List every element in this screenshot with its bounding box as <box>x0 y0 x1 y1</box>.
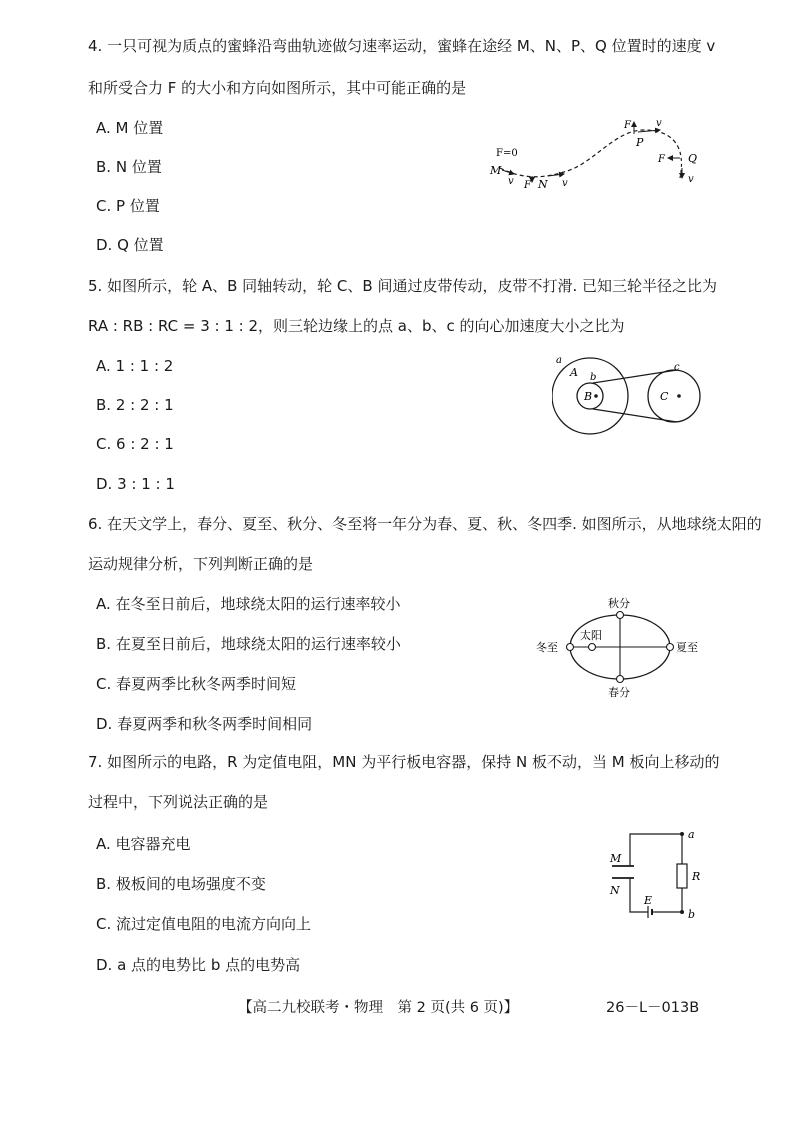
q4-bee-trajectory-figure <box>484 112 704 192</box>
q4-option-c: C. P 位置 <box>96 197 160 215</box>
q4-label-fn: F <box>524 180 531 191</box>
q4-label-vm: v <box>508 176 514 187</box>
q7-label-m: M <box>610 852 622 865</box>
q6-label-autumn: 秋分 <box>608 597 630 610</box>
q7-label-e: E <box>644 894 653 907</box>
q4-stem-line2: 和所受合力 F 的大小和方向如图所示，其中可能正确的是 <box>88 79 467 97</box>
q5-stem-line2: RA : RB : RC = 3 : 1 : 2，则三轮边缘上的点 a、b、c 的向心加速度大小之比为 <box>88 317 625 335</box>
page-footer-title: 【高二九校联考・物理 第 2 页(共 6 页)】 <box>238 1000 519 1016</box>
q5-label-a-wheel: A <box>570 366 578 379</box>
q5-label-c-point: c <box>674 362 680 373</box>
q5-option-a: A. 1 : 1 : 2 <box>96 357 174 375</box>
q4-option-b: B. N 位置 <box>96 158 162 176</box>
q7-circuit-figure <box>604 826 708 922</box>
q7-label-n: N <box>610 884 620 897</box>
q6-option-d: D. 春夏两季和秋冬两季时间相同 <box>96 715 313 733</box>
q4-label-f0: F=0 <box>496 148 518 159</box>
q5-label-a-point: a <box>556 355 562 366</box>
q4-label-fp: F <box>624 120 631 131</box>
q4-label-m: M <box>490 164 502 177</box>
q7-label-a: a <box>688 828 695 841</box>
q6-stem-line1: 6. 在天文学上，春分、夏至、秋分、冬至将一年分为春、夏、秋、冬四季. 如图所示，从地球绕太阳的 <box>88 515 762 533</box>
q7-option-a: A. 电容器充电 <box>96 835 191 853</box>
q6-earth-orbit-figure <box>532 592 710 702</box>
q5-belt-wheels-figure <box>552 352 712 442</box>
q7-option-c: C. 流过定值电阻的电流方向向上 <box>96 915 312 933</box>
q4-label-vn: v <box>562 178 568 189</box>
q4-label-vp: v <box>656 118 662 129</box>
q6-option-b: B. 在夏至日前后，地球绕太阳的运行速率较小 <box>96 635 401 653</box>
page-footer-code: 26－L－013B <box>606 1000 700 1016</box>
q5-option-b: B. 2 : 2 : 1 <box>96 396 174 414</box>
q6-option-a: A. 在冬至日前后，地球绕太阳的运行速率较小 <box>96 595 401 613</box>
wheel-c <box>648 370 700 422</box>
trajectory-curve <box>500 130 680 177</box>
q7-stem-line1: 7. 如图所示的电路，R 为定值电阻，MN 为平行板电容器，保持 N 板不动，当 M 板向上移动的 <box>88 753 720 771</box>
q7-label-b: b <box>688 908 696 921</box>
q6-label-summer: 夏至 <box>676 641 698 654</box>
q4-label-n: N <box>538 178 548 191</box>
q4-label-q: Q <box>688 152 698 165</box>
q7-option-b: B. 极板间的电场强度不变 <box>96 875 266 893</box>
q4-label-vq: v <box>688 174 694 185</box>
resistor-r <box>677 864 687 888</box>
q5-option-d: D. 3 : 1 : 1 <box>96 475 175 493</box>
q7-option-d: D. a 点的电势比 b 点的电势高 <box>96 956 301 974</box>
q6-label-winter: 冬至 <box>536 641 558 654</box>
q6-option-c: C. 春夏两季比秋冬两季时间短 <box>96 675 297 693</box>
autumn-equinox-marker <box>617 612 624 619</box>
wire-top <box>630 834 682 866</box>
belt-bottom <box>593 409 677 422</box>
q4-label-fq: F <box>658 154 665 165</box>
q6-stem-line2: 运动规律分析，下列判断正确的是 <box>88 555 314 573</box>
winter-solstice-marker <box>567 644 574 651</box>
q6-label-sun: 太阳 <box>580 629 602 642</box>
q6-label-spring: 春分 <box>608 686 630 699</box>
sun-marker <box>589 644 596 651</box>
q4-option-a: A. M 位置 <box>96 119 164 137</box>
q7-label-r: R <box>692 870 701 883</box>
spring-equinox-marker <box>617 676 624 683</box>
q4-label-p: P <box>636 136 644 149</box>
q7-stem-line2: 过程中，下列说法正确的是 <box>88 793 269 811</box>
q5-label-c-wheel: C <box>660 390 669 403</box>
q5-label-b-wheel: B <box>584 390 593 403</box>
summer-solstice-marker <box>667 644 674 651</box>
q4-stem-line1: 4. 一只可视为质点的蜜蜂沿弯曲轨迹做匀速率运动，蜜蜂在途经 M、N、P、Q 位置时的速度 v <box>88 37 716 55</box>
q4-option-d: D. Q 位置 <box>96 236 164 254</box>
q5-label-b-point: b <box>590 372 597 383</box>
q5-option-c: C. 6 : 2 : 1 <box>96 435 174 453</box>
q5-stem-line1: 5. 如图所示，轮 A、B 同轴转动，轮 C、B 间通过皮带传动，皮带不打滑. 已知三轮半径之比为 <box>88 277 718 295</box>
belt-top <box>593 370 677 383</box>
